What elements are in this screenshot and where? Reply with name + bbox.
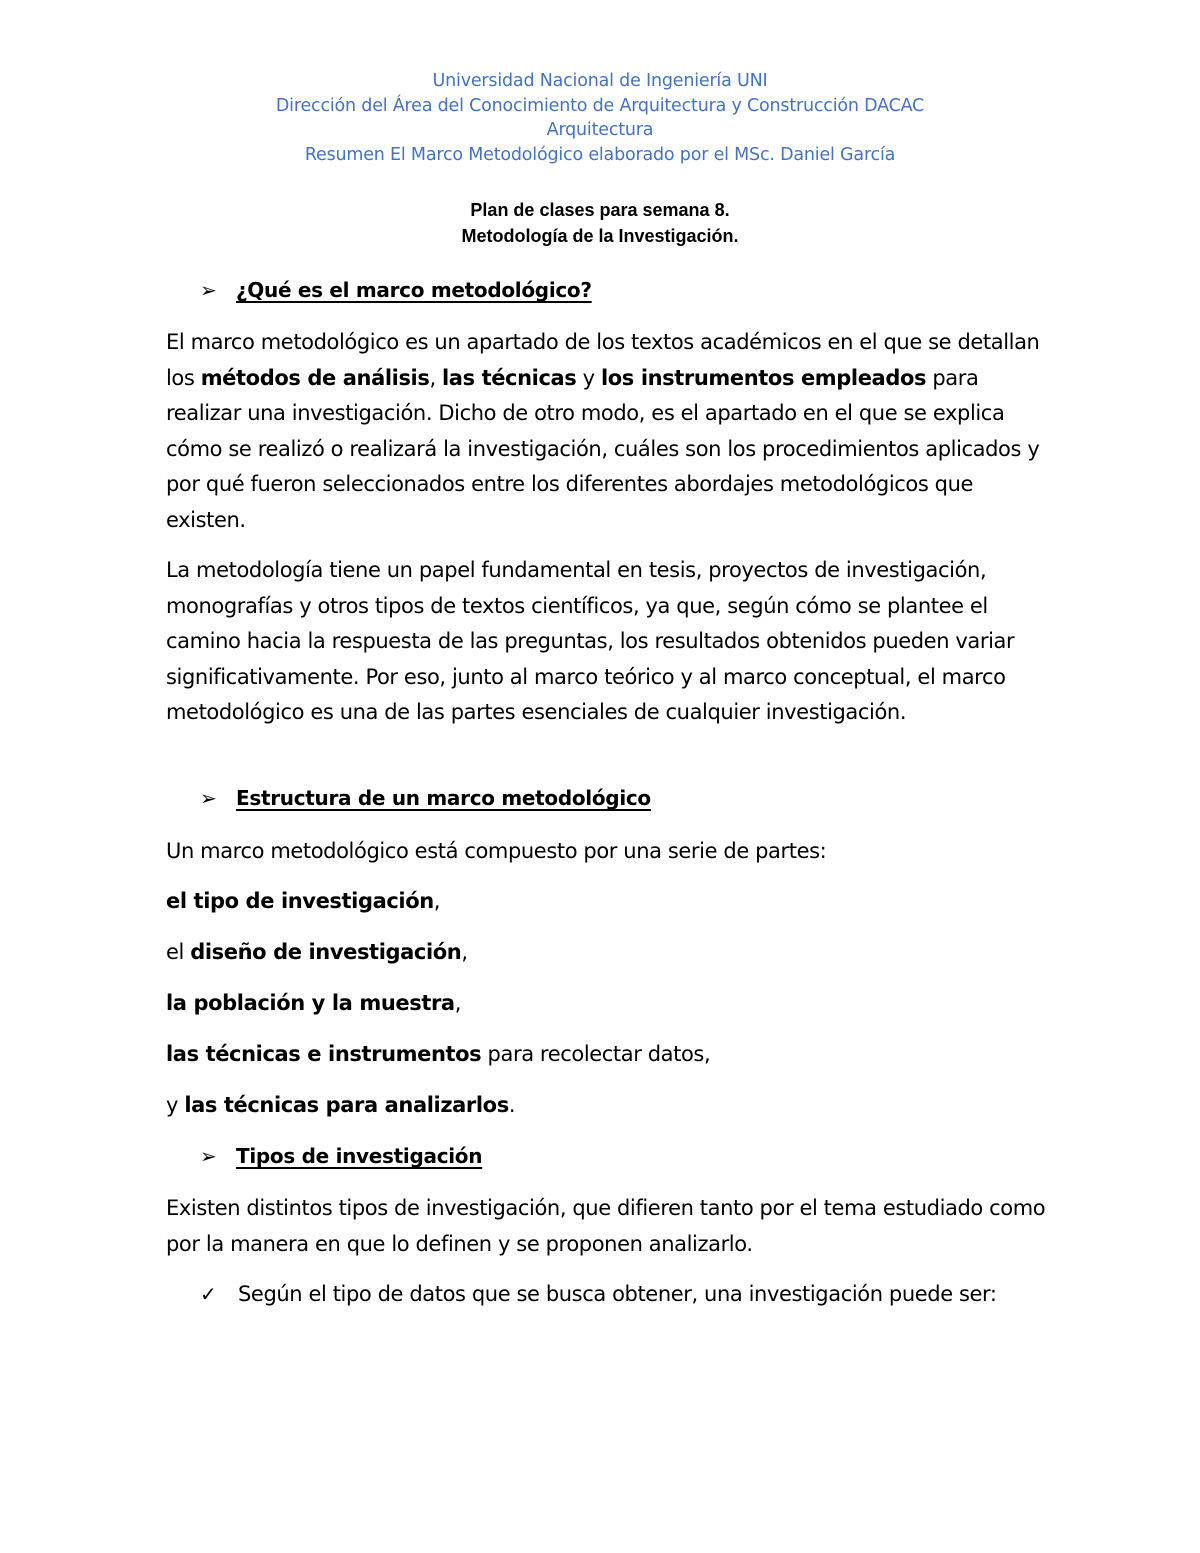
list-item: el diseño de investigación, [166, 940, 468, 964]
paragraph-importance: La metodología tiene un papel fundamental en tesis, proyectos de investigación, monografías y otros tipos de textos científicos, ya que, según cómo se plantee el camino hacia la respuesta de las preguntas, los resultados obtenidos pueden variar significativamente. Por eso, junto al marco teórico y al marco conceptual, el marco metodológico es una de las partes esenciales de cualquier investigación. [166, 558, 1015, 724]
header-university: Universidad Nacional de Ingeniería UNI [432, 71, 768, 91]
structure-intro: Un marco metodológico está compuesto por una serie de partes: [166, 839, 827, 863]
paragraph-definition: El marco metodológico es un apartado de los textos académicos en el que se detallan los métodos de análisis, las técnicas y los instrumentos empleados para realizar una investigación. Dicho de otro modo, es el apartado en el que se explica cómo se realizó o realizará la investigación, cuáles son los procedimientos aplicados y por qué fueron seleccionados entre los diferentes abordajes metodológicos que existen. [166, 330, 1040, 532]
header-summary: Resumen El Marco Metodológico elaborado por el MSc. Daniel García [304, 144, 896, 165]
section-heading-structure [200, 786, 651, 810]
document-header [0, 69, 1200, 167]
arrow-bullet-icon: ➢ [200, 786, 217, 810]
header-department: Dirección del Área del Conocimiento de Arquitectura y Construcción DACAC [275, 95, 925, 116]
bold-techniques: las técnicas [442, 365, 577, 390]
list-item: la población y la muestra, [166, 991, 461, 1015]
section-heading-text: ¿Qué es el marco metodológico? [236, 278, 592, 302]
section-heading-text: Estructura de un marco metodológico [236, 786, 651, 810]
list-item: el tipo de investigación, [166, 889, 441, 913]
plan-week: Plan de clases para semana 8. [470, 200, 730, 220]
check-list-item [200, 1277, 1040, 1312]
bold-instruments: los instrumentos empleados [600, 365, 927, 390]
checkmark-icon: ✓ [200, 1282, 217, 1306]
class-plan-title [0, 197, 1200, 249]
bold-methods: métodos de análisis [200, 365, 430, 390]
paragraph-types-intro: Existen distintos tipos de investigación, que difieren tanto por el tema estudiado como por la manera en que lo definen y se proponen analizarlo. [166, 1196, 1046, 1256]
header-program: Arquitectura [546, 120, 654, 140]
arrow-bullet-icon: ➢ [200, 1144, 217, 1168]
section-heading-what-is [200, 278, 592, 302]
plan-subject: Metodología de la Investigación. [461, 226, 739, 246]
list-item: y las técnicas para analizarlos. [166, 1093, 516, 1117]
list-item: las técnicas e instrumentos para recolectar datos, [166, 1042, 711, 1066]
section-heading-types [200, 1144, 482, 1168]
section-heading-text: Tipos de investigación [236, 1144, 483, 1168]
check-list-text: Según el tipo de datos que se busca obtener, una investigación puede ser: [238, 1282, 997, 1306]
arrow-bullet-icon: ➢ [200, 278, 217, 302]
